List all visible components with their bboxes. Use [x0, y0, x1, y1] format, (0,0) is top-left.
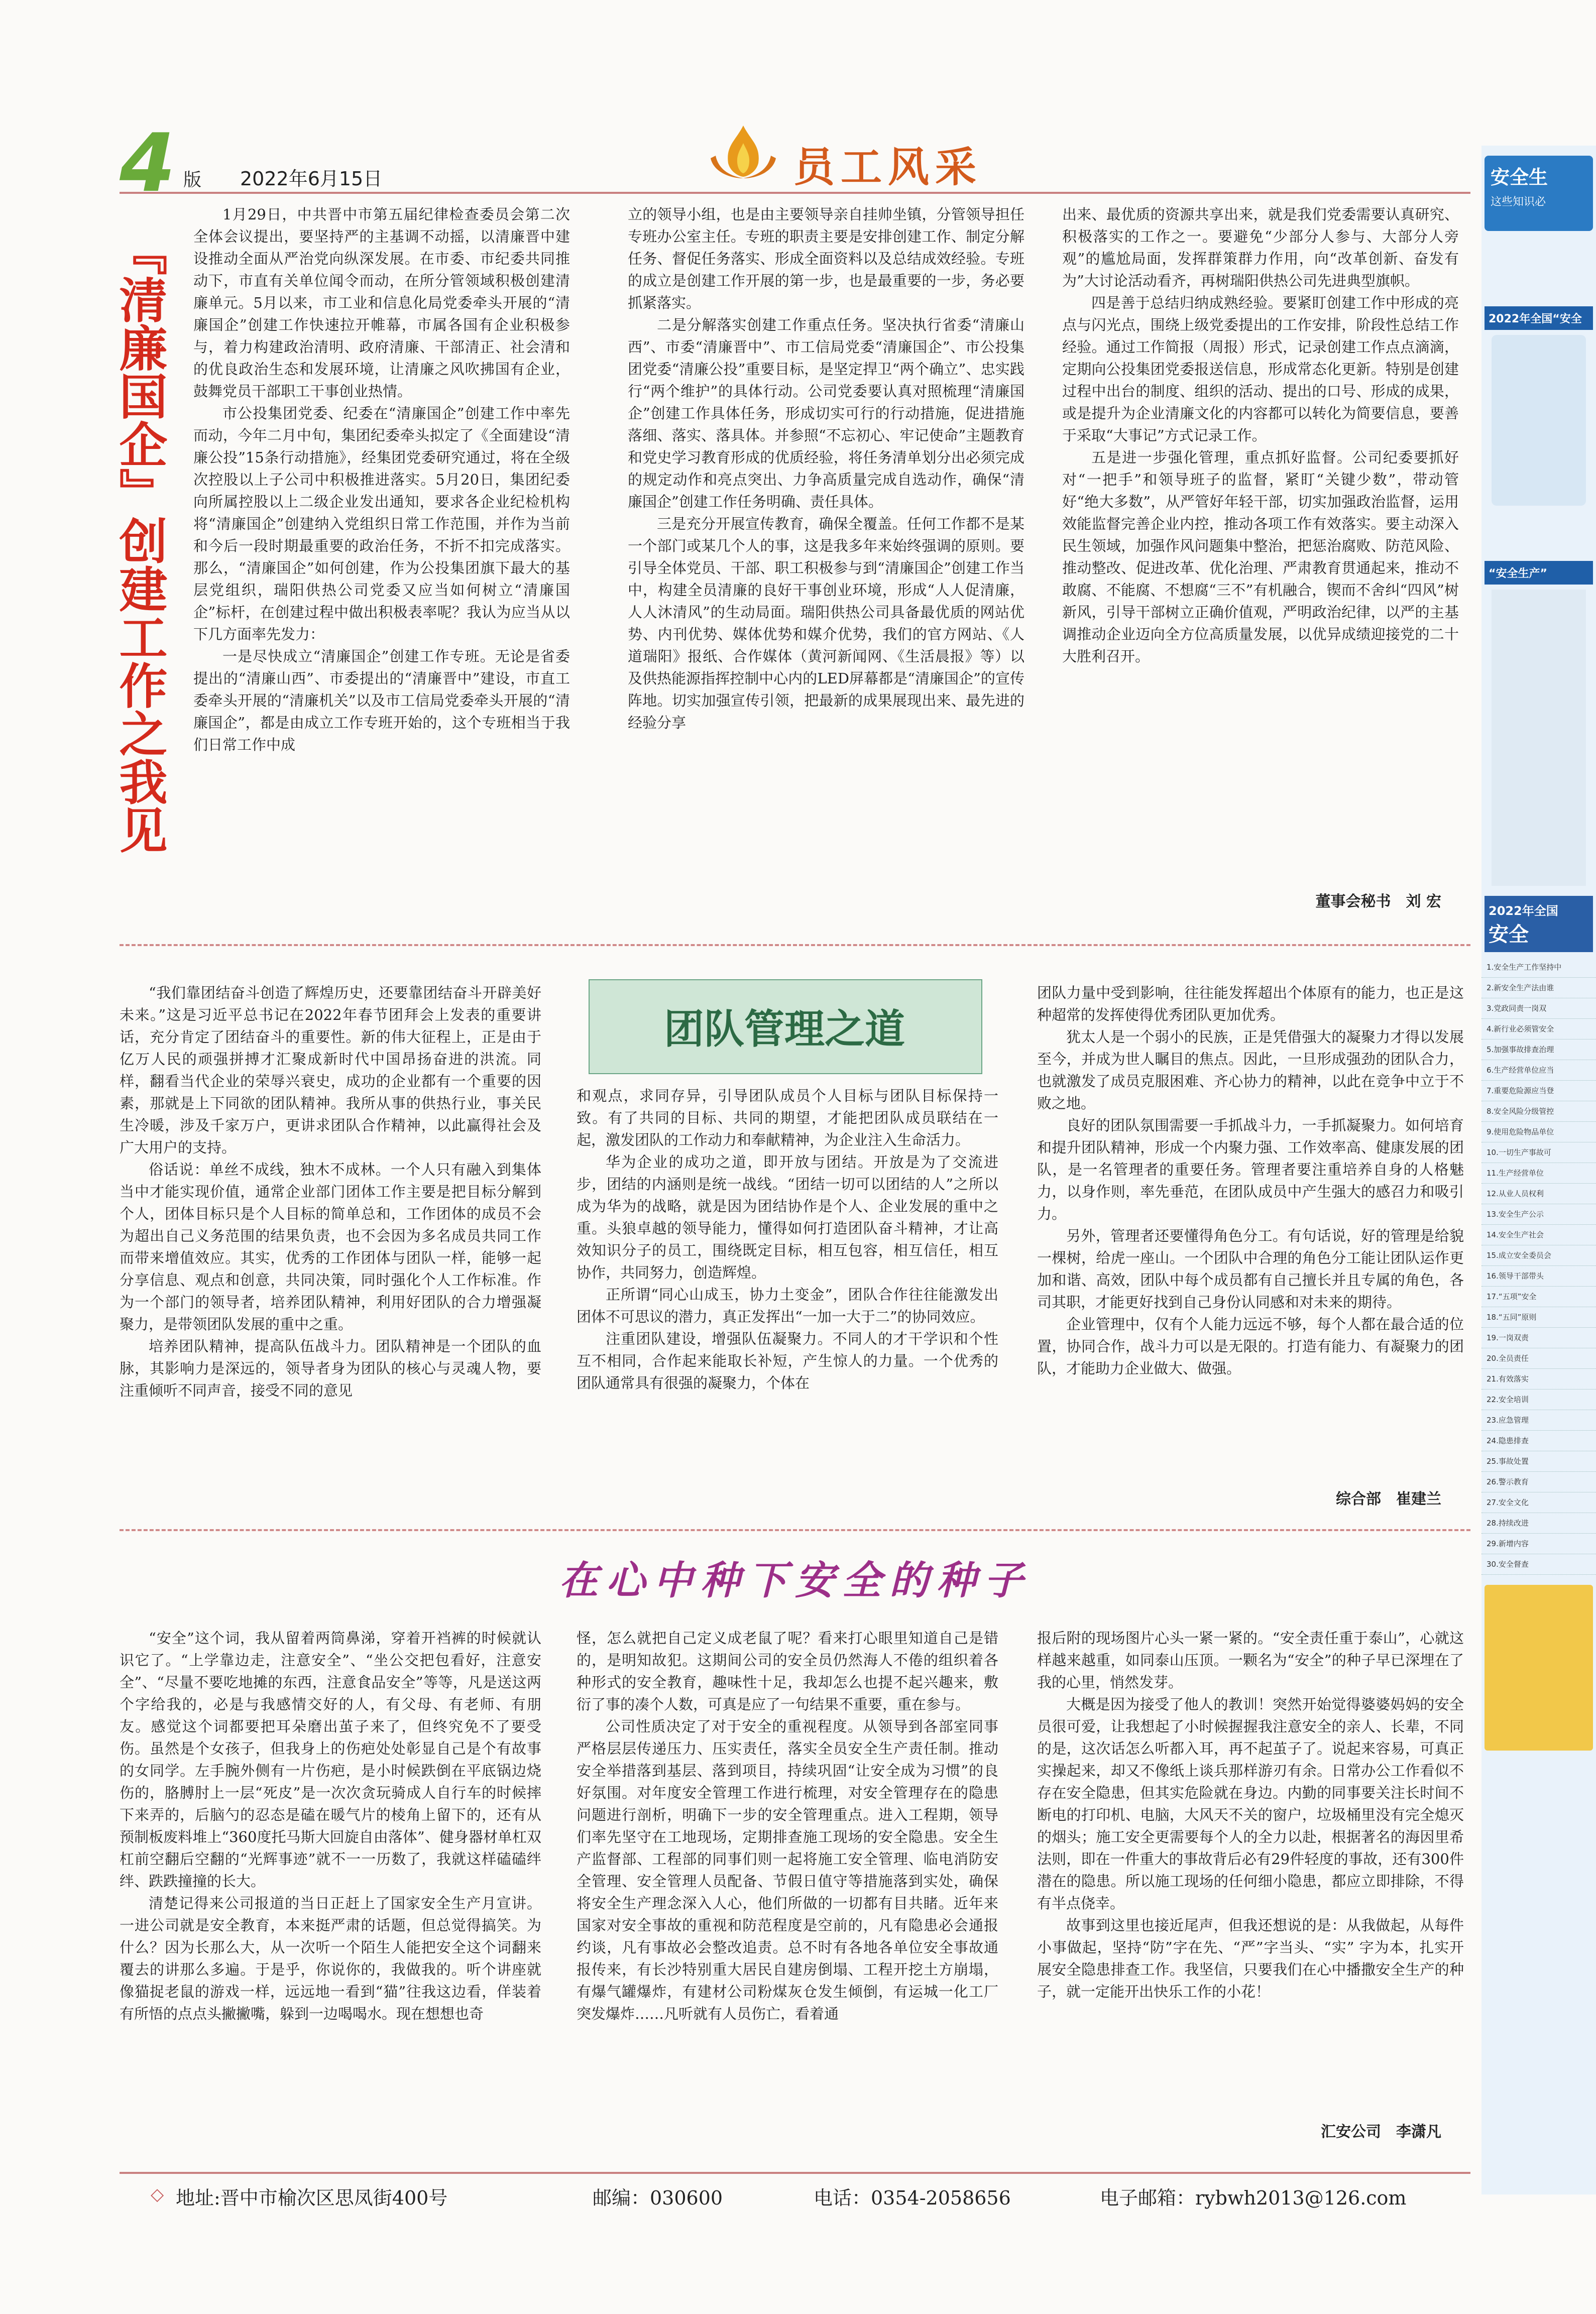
page-label: 版: [183, 170, 202, 190]
sidebar-list-item: 17.“五项”安全: [1481, 1287, 1596, 1307]
sidebar-list-item: 23.应急管理: [1481, 1410, 1596, 1431]
paragraph: 出来、最优质的资源共享出来，就是我们党委需要认真研究、积极落实的工作之一。要避免“少部分人参与、大部分人旁观”的尴尬局面，发挥群策群力作用，向“改革创新、奋发有为”大讨论活动看齐，再树瑞阳供热公司先进典型旗帜。: [1062, 206, 1459, 289]
paragraph: 良好的团队氛围需要一手抓战斗力，一手抓凝聚力。如何培育和提升团队精神，形成一个内聚力强、工作效率高、健康发展的团队，是一名管理者的重要任务。管理者要注重培养自身的人格魅力，以身作则，率先垂范，在团队成员中产生强大的感召力和吸引力。: [1037, 1117, 1464, 1222]
paragraph: 华为企业的成功之道，即开放与团结。开放是为了交流进步，团结的内涵则是统一战线。“团结一切可以团结的人”之所以成为华为的战略，就是因为团结协作是个人、企业发展的重中之重。头狼卓越的领导能力，懂得如何打造团队奋斗精神，才让高效知识分子的员工，围绕既定目标，相互包容，相互信任，相互协作，共同努力，创造辉煌。: [577, 1153, 998, 1281]
issue-date: 2022年6月15日: [240, 168, 383, 190]
sidebar-list-item: 13.安全生产公示: [1481, 1204, 1596, 1225]
sidebar-banner-subtitle: 这些知识必: [1491, 196, 1546, 208]
paragraph: 注重团队建设，增强队伍凝聚力。不同人的才干学识和个性互不相同，合作起来能取长补短，产生惊人的力量。一个优秀的团队通常具有很强的凝聚力，个体在: [577, 1330, 998, 1392]
section-title: 员工风采: [793, 143, 983, 191]
footer-email: 电子邮箱：rybwh2013@126.com: [1100, 2187, 1407, 2209]
sidebar-list-item: 5.加强事故排查治理: [1481, 1039, 1596, 1060]
paragraph: “安全”这个词，我从留着两筒鼻涕，穿着开裆裤的时候就认识它了。“上学靠边走，注意安全”、“坐公交把包看好，注意安全”、“尽量不要吃地摊的东西，注意食品安全”等等，凡是送这两个字给我的，必是与我感情交好的人，有父母、有老师、有朋友。感觉这个词都要把耳朵磨出茧子来了，但终究免不了要受伤。虽然是个女孩子，但我身上的伤疤处处彰显自己是个有故事的女同学。左手腕外侧有一片伤疤，是小时候跌倒在平底锅边烧伤的，胳膊肘上一层“死皮”是一次次贪玩骑成人自行车的时候摔下来弄的，后脑勺的忍态是磕在暖气片的棱角上留下的，还有从预制板废料堆上“360度托马斯大回旋自由落体”、健身器材单杠双杠前空翻后空翻的“光辉事迹”就不一一历数了，我就这样磕磕绊绊、跌跌撞撞的长大。: [120, 1630, 541, 1890]
article1-author: 董事会秘书 刘 宏: [1315, 893, 1441, 910]
divider: [120, 1529, 1470, 1531]
sidebar-list-item: 18.“五同”原则: [1481, 1307, 1596, 1328]
sidebar-list-item: 20.全员责任: [1481, 1348, 1596, 1369]
sidebar-section-heading: “安全生产”: [1485, 561, 1593, 585]
footer-postcode: 邮编：030600: [593, 2187, 723, 2209]
sidebar-list-item: 9.使用危险物品单位: [1481, 1122, 1596, 1142]
sidebar-graphic: [1492, 335, 1586, 506]
paragraph: 四是善于总结归纳成熟经验。要紧盯创建工作中形成的亮点与闪光点，围绕上级党委提出的工作安排，阶段性总结工作经验。通过工作简报（周报）形式，记录创建工作点点滴滴，定期向公投集团党委报送信息，形成常态化更新。特别是创建过程中出台的制度、组织的活动、提出的口号、形成的成果，或是提升为企业清廉文化的内容都可以转化为简要信息，要善于采取“大事记”方式记录工作。: [1062, 294, 1459, 444]
sidebar-list-item: 4.新行业必须管安全: [1481, 1019, 1596, 1039]
sidebar-list-item: 7.重要危险源应当登: [1481, 1081, 1596, 1101]
paragraph: 培养团队精神，提高队伍战斗力。团队精神是一个团队的血脉，其影响力是深远的，领导者身为团队的核心与灵魂人物，要注重倾听不同声音，接受不同的意见: [120, 1338, 541, 1399]
sidebar-list-item: 12.从业人员权利: [1481, 1184, 1596, 1204]
footer-diamond-icon: ◇: [151, 2184, 164, 2205]
footer-phone: 电话：0354-2058656: [814, 2187, 1011, 2209]
paragraph: 1月29日，中共晋中市第五届纪律检查委员会第二次全体会议提出，要坚持严的主基调不动摇，以清廉晋中建设推动全面从严治党向纵深发展。在市委、市纪委共同推动下，市直有关单位闻令而动，在所分管领域积极创建清廉单元。5月以来，市工业和信息化局党委牵头开展的“清廉国企”创建工作快速拉开帷幕，市属各国有企业积极参与，着力构建政治清明、政府清廉、干部清正、社会清和的优良政治生态和发展环境，让清廉之风吹拂国有企业，鼓舞党员干部职工干事创业热情。: [193, 206, 570, 400]
paragraph: 怪，怎么就把自己定义成老鼠了呢？看来打心眼里知道自己是错的，是明知故犯。这期间公司的安全员仍然海人不倦的组织着各种形式的安全教育，趣味性十足，我却怎么也提不起兴趣来，敷衍了事的凑个人数，可真是应了一句结果不重要，重在参与。: [577, 1630, 998, 1713]
sidebar-list-item: 10.一切生产事故可: [1481, 1142, 1596, 1163]
paragraph: 犹太人是一个弱小的民族，正是凭借强大的凝聚力才得以发展至今，并成为世人瞩目的焦点。因此，一旦形成强劲的团队合力，也就激发了成员克服困难、齐心协力的精神，以此在竞争中立于不败之地。: [1037, 1028, 1464, 1112]
paragraph: 一是尽快成立“清廉国企”创建工作专班。无论是省委提出的“清廉山西”、市委提出的“清廉晋中”建设，市直工委牵头开展的“清廉机关”以及市工信局党委牵头开展的“清廉国企”，都是由成立工作专班开始的，这个专班相当于我们日常工作中成: [193, 648, 570, 753]
sidebar-list-item: 24.隐患排查: [1481, 1431, 1596, 1451]
sidebar-graphic: [1492, 590, 1586, 886]
paragraph: 故事到这里也接近尾声，但我还想说的是：从我做起，从每件小事做起，坚持“防”字在先、“严”字当头、“实” 字为本，扎实开展安全隐患排查工作。我坚信，只要我们在心中播撒安全生产的种子，就一定能开出快乐工作的小花！: [1037, 1917, 1464, 2000]
sidebar-list-item: 19.一岗双责: [1481, 1328, 1596, 1348]
paragraph: 报后附的现场图片心头一紧一紧的。“安全责任重于泰山”，心就这样越来越重，如同泰山压顶。一颗名为“安全”的种子早已深埋在了我的心里，悄然发芽。: [1037, 1630, 1464, 1691]
article3-col1: [120, 1627, 541, 2139]
sidebar-list-item: 25.事故处置: [1481, 1451, 1596, 1472]
footer-address: 地址:晋中市榆次区思凤街400号: [176, 2187, 448, 2209]
paragraph: 公司性质决定了对于安全的重视程度。从领导到各部室同事严格层层传递压力、压实责任，落实全员安全生产责任制。推动安全举措落到基层、落到项目，持续巩固“让安全成为习惯”的良好氛围。对年度安全管理工作进行梳理，对安全管理存在的隐患问题进行剖析，明确下一步的安全管理重点。进入工程期，领导们率先坚守在工地现场，定期排查施工现场的安全隐患。安全生产监督部、工程部的同事们则一起将施工安全管理、临电消防安全管理、安全管理人员配备、节假日值守等措施落到实处，确保将安全生产理念深入人心，他们所做的一切都有目共睹。近年来国家对安全事故的重视和防范程度是空前的，凡有隐患必会通报约谈，凡有事故必会整改追责。总不时有各地各单位安全事故通报传来，有长沙特别重大居民自建房倒塌、工程开挖土方崩塌，有爆气罐爆炸，有建材公司粉煤灰仓发生倾倒，有运城一化工厂突发爆炸……凡听就有人员伤亡，看着通: [577, 1718, 998, 2022]
article2-col1: [120, 982, 541, 1514]
sidebar-section-title: 2022年全国: [1489, 904, 1558, 918]
paragraph: 三是充分开展宣传教育，确保全覆盖。任何工作都不是某一个部门或某几个人的事，这是我多年来始终强调的原则。要引导全体党员、干部、职工积极参与到“清廉国企”创建工作当中，构建全员清廉的良好干事创业环境，形成“人人促清廉，人人沐清风”的生动局面。瑞阳供热公司具备最优质的网站优势、内刊优势、媒体优势和媒介优势，我们的官方网站、《人道瑞阳》报纸、合作媒体（黄河新闻网、《生活晨报》等）以及供热能源指挥控制中心内的LED屏幕都是“清廉国企”的宣传阵地。切实加强宣传引领，把最新的成果展现出来、最先进的经验分享: [628, 515, 1024, 731]
sidebar-section-heading: [1485, 896, 1593, 952]
sidebar-list-item: 8.安全风险分级管控: [1481, 1101, 1596, 1122]
paragraph: 市公投集团党委、纪委在“清廉国企”创建工作中率先而动，今年二月中旬，集团纪委牵头拟定了《全面建设“清廉公投”15条行动措施》，经集团党委研究通过，将在全级次控股以上子公司中积极推进落实。5月20日，集团纪委向所属控股以上二级企业发出通知，要求各企业纪检机构将“清廉国企”创建纳入党组织日常工作范围，并作为当前和今后一段时期最重要的政治任务，不折不扣完成落实。那么，“清廉国企”如何创建，作为公投集团旗下最大的基层党组织，瑞阳供热公司党委又应当如何树立“清廉国企”标杆，在创建过程中做出积极表率呢？我认为应当从以下几方面率先发力：: [193, 405, 570, 643]
sidebar-list-item: 16.领导干部带头: [1481, 1266, 1596, 1287]
sidebar-list-item: 3.党政同责一岗双: [1481, 998, 1596, 1019]
paragraph: 正所谓“同心山成玉，协力土变金”，团队合作往往能激发出团体不可思议的潜力，真正发挥出“一加一大于二”的协同效应。: [577, 1286, 998, 1325]
sidebar-list-item: 1.安全生产工作坚持中: [1481, 957, 1596, 978]
sidebar-list-item: 2.新安全生产法由谁: [1481, 978, 1596, 998]
page-number: 4: [120, 116, 176, 210]
sidebar-list: [1481, 957, 1596, 1575]
sidebar-section-subtitle: 安全: [1489, 923, 1529, 946]
article3-author: 汇安公司 李潇凡: [1321, 2123, 1441, 2141]
sidebar-list-item: 15.成立安全委员会: [1481, 1245, 1596, 1266]
paragraph: 和观点，求同存异，引导团队成员个人目标与团队目标保持一致。有了共同的目标、共同的期望，才能把团队成员联结在一起，激发团队的工作动力和奉献精神，为企业注入生命活力。: [577, 1087, 998, 1148]
article3-col2: [577, 1627, 998, 2139]
paragraph: 另外，管理者还要懂得角色分工。有句话说，好的管理是给貌一棵树，给虎一座山。一个团队中合理的角色分工能让团队运作更加和谐、高效，团队中每个成员都有自己擅长并且专属的角色，各司其职，才能更好找到自己身份认同感和对未来的期待。: [1037, 1227, 1464, 1311]
paragraph: 团队力量中受到影响，往往能发挥超出个体原有的能力，也正是这种超常的发挥使得优秀团队更加优秀。: [1037, 984, 1464, 1023]
sidebar-banner: [1485, 156, 1593, 231]
article2-title: 团队管理之道: [664, 1005, 905, 1053]
paragraph: 企业管理中，仅有个人能力远远不够，每个人都在最合适的位置，协同合作，战斗力可以是无限的。打造有能力、有凝聚力的团队，才能助力企业做大、做强。: [1037, 1316, 1464, 1377]
paragraph: 大概是因为接受了他人的教训！突然开始觉得婆婆妈妈的安全员很可爱，让我想起了小时候握握我注意安全的亲人、长辈，不同的是，这次话怎么听都入耳，再不起茧子了。说起来容易，可真正实操起来，却又不像纸上谈兵那样游刃有余。日常办公工作看似不存在安全隐患，但其实危险就在身边。内勤的同事要关注长时间不断电的打印机、电脑，大风天不关的窗户，垃圾桶里没有完全熄灭的烟头；施工安全更需要每个人的全力以赴，根据著名的海因里希法则，即在一件重大的事故背后必有29件轻度的事故，还有300件潜在的隐患。所以施工现场的任何细小隐患，都应立即排除，不得有半点侥幸。: [1037, 1696, 1464, 1912]
divider: [120, 944, 1470, 946]
flame-logo: [706, 121, 781, 183]
article2-col3: [1037, 982, 1464, 1489]
article3-col3: [1037, 1627, 1464, 2104]
sidebar-list-item: 22.安全培训: [1481, 1390, 1596, 1410]
sidebar-list-item: 14.安全生产社会: [1481, 1225, 1596, 1245]
sidebar-list-item: 26.警示教育: [1481, 1472, 1596, 1492]
paragraph: 俗话说：单丝不成线，独木不成林。一个人只有融入到集体当中才能实现价值，通常企业部门团体工作主要是把目标分解到个人，团体目标只是个人目标的简单总和，工作团体的成员不会为超出自己义务范围的结果负责，也不会因为多名成员共同工作而带来增值效应。其实，优秀的工作团体与团队一样，能够一起分享信息、观点和创意，共同决策，同时强化个人工作标准。作为一个部门的领导者，培养团队精神，利用好团队的合力增强凝聚力，是带领团队发展的重中之重。: [120, 1161, 541, 1333]
adjacent-page-strip: [1481, 146, 1596, 2194]
article1-vertical-title: 『清廉国企』创建工作之我见: [111, 227, 168, 854]
sidebar-list-item: 28.持续改进: [1481, 1513, 1596, 1534]
paragraph: 五是进一步强化管理，重点抓好监督。公司纪委要抓好对“一把手”和领导班子的监督，紧盯“关键少数”，带动管好“绝大多数”，从严管好年轻干部，切实加强政治监督，运用效能监督完善企业内控，推动各项工作有效落实。要主动深入民生领域，加强作风问题集中整治，把惩治腐败、防范风险、推动整改、促进改革、优化治理、严肃教育贯通起来，推动不敢腐、不能腐、不想腐“三不”有机融合，锲而不舍纠“四风”树新风，引导干部树立正确价值观，严明政治纪律，以严的主基调推动企业迈向全方位高质量发展，以优异成绩迎接党的二十大胜利召开。: [1062, 449, 1459, 665]
sidebar-list-item: 21.有效落实: [1481, 1369, 1596, 1390]
sidebar-banner-title: 安全生: [1491, 166, 1548, 188]
article2-author: 综合部 崔建兰: [1336, 1490, 1441, 1508]
sidebar-list-item: 11.生产经营单位: [1481, 1163, 1596, 1184]
sidebar-list-item: 30.安全督查: [1481, 1554, 1596, 1575]
paragraph: 立的领导小组，也是由主要领导亲自挂帅坐镇，分管领导担任专班办公室主任。专班的职责主要是安排创建工作、制定分解任务、督促任务落实、形成全面资料以及总结成效经验。专班的成立是创建工作开展的第一步，也是最重要的一步，务必要抓紧落实。: [628, 206, 1024, 311]
sidebar-list-item: 6.生产经营单位应当: [1481, 1060, 1596, 1081]
sidebar-illustration: [1485, 1585, 1593, 1751]
article1-col3: [1062, 203, 1459, 896]
article1-col2: [628, 203, 1024, 934]
paragraph: 二是分解落实创建工作重点任务。坚决执行省委“清廉山西”、市委“清廉晋中”、市工信局党委“清廉国企”、市公投集团党委“清廉公投”重要目标，是坚定捍卫“两个确立”、忠实践行“两个维护”的具体行动。公司党委要认真对照梳理“清廉国企”创建工作具体任务，形成切实可行的行动措施，促进措施落细、落实、落具体。并参照“不忘初心、牢记使命”主题教育和党史学习教育形成的优质经验，将任务清单划分出必须完成的规定动作和亮点突出、力争高质量完成自选动作，确保“清廉国企”创建工作任务明确、责任具体。: [628, 316, 1024, 510]
paragraph: 清楚记得来公司报道的当日正赶上了国家安全生产月宣讲。一进公司就是安全教育，本来挺严肃的话题，但总觉得搞笑。为什么？因为长那么大，从一次听一个陌生人能把安全这个词翻来覆去的讲那么多遍。于是乎，你说你的，我做我的。听个讲座就像猫捉老鼠的游戏一样，远远地一看到“猫”往我这边看，佯装着有所悟的点点头撇撇嘴，躲到一边喝喝水。现在想想也奇: [120, 1895, 541, 2022]
sidebar-section-heading: 2022年全国“安全: [1485, 306, 1593, 330]
article2-col2: [577, 1085, 998, 1514]
sidebar-list-item: 27.安全文化: [1481, 1492, 1596, 1513]
article3-title: 在心中种下安全的种子: [558, 1558, 1031, 1603]
header-divider: [120, 192, 1470, 194]
paragraph: “我们靠团结奋斗创造了辉煌历史，还要靠团结奋斗开辟美好未来。”这是习近平总书记在2022年春节团拜会上发表的重要讲话，充分肯定了团结奋斗的重要性。新的伟大征程上，正是由于亿万人民的顽强拼搏才汇聚成新时代中国昂扬奋进的洪流。同样，翻看当代企业的荣辱兴衰史，成功的企业都有一个重要的因素，那就是上下同欲的团队精神。我所从事的供热行业，事关民生冷暖，涉及千家万户，更讲求团队合作精神，以此赢得社会及广大用户的支持。: [120, 984, 541, 1156]
article1-col1: [193, 203, 570, 934]
footer-divider: [120, 2172, 1470, 2174]
sidebar-list-item: 29.新增内容: [1481, 1534, 1596, 1554]
